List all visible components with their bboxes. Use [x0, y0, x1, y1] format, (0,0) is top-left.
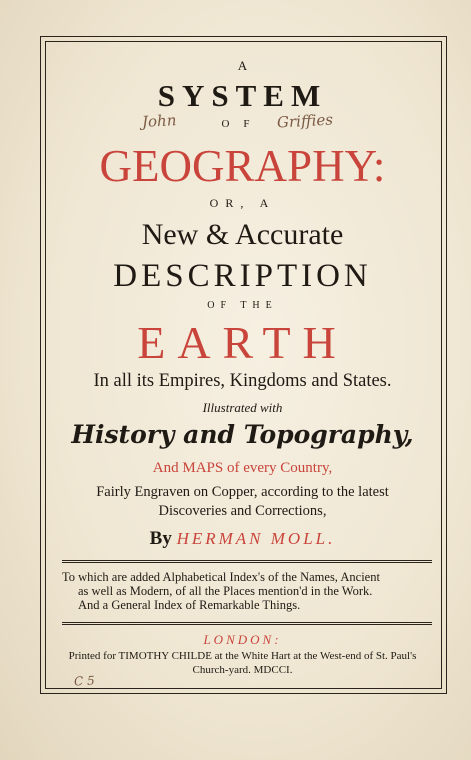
title-or-a: OR, A [209, 196, 276, 210]
index-line-3: And a General Index of Remarkable Things. [78, 598, 301, 612]
divider-bottom [62, 622, 432, 625]
title-byline [45, 528, 440, 550]
index-note [62, 570, 434, 612]
signature-first-name: John [141, 111, 177, 131]
shelf-mark: C 5 [73, 673, 95, 689]
title-author: HERMAN MOLL. [176, 529, 336, 548]
divider-top [62, 560, 432, 563]
title-geography: GEOGRAPHY: [99, 141, 386, 191]
title-maps: And MAPS of every Country, [152, 460, 333, 476]
signature-last-name: Griffies [276, 110, 334, 132]
imprint-london: LONDON: [203, 632, 282, 647]
title-of-the: OF THE [207, 300, 278, 311]
index-line-1: To which are added Alphabetical Index's of the Names, Ancient [62, 570, 380, 584]
title-new-accurate: New & Accurate [141, 218, 344, 251]
title-a: A [237, 58, 248, 73]
title-illustrated: Illustrated with [202, 400, 283, 415]
imprint-printed: Printed for TIMOTHY CHILDE at the White Hart at the West-end of St. Paul's [68, 650, 417, 662]
title-by: By [149, 528, 172, 549]
title-empires: In all its Empires, Kingdoms and States. [93, 371, 392, 391]
title-of: OF [221, 118, 264, 130]
title-engraven: Fairly Engraven on Copper, according to the latest [96, 484, 389, 500]
imprint-date: Church-yard. MDCCI. [192, 664, 293, 676]
title-history-topography: History and Topography, [71, 420, 414, 449]
index-line-2: as well as Modern, of all the Places mention'd in the Work. [78, 584, 373, 598]
title-discoveries: Discoveries and Corrections, [158, 503, 327, 519]
title-system: SYSTEM [157, 78, 328, 113]
title-earth: EARTH [137, 317, 348, 368]
title-description: DESCRIPTION [113, 258, 372, 294]
